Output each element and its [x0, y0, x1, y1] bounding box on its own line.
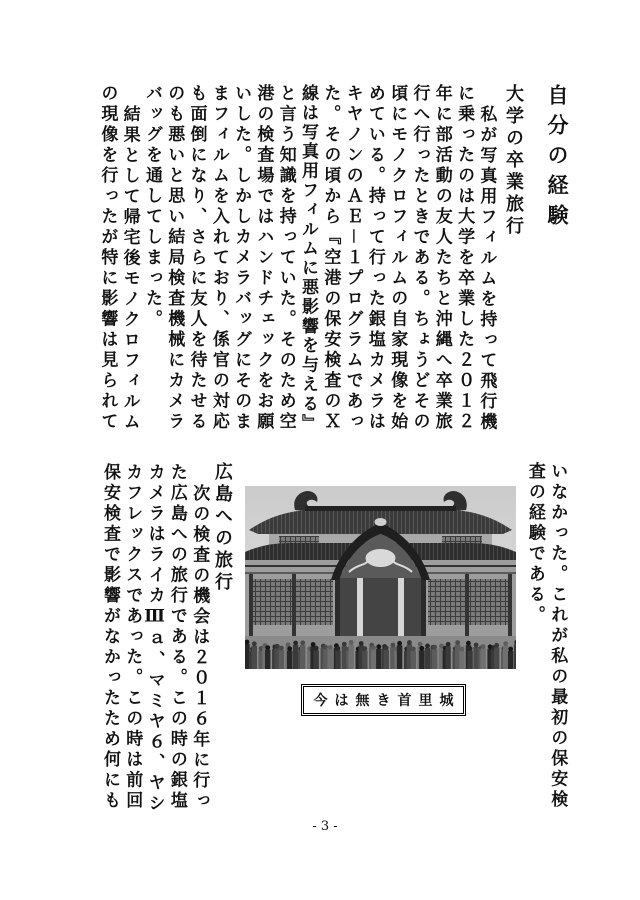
crowd-person-body — [459, 651, 464, 669]
photo-image — [245, 486, 516, 669]
text-column: いした。しかしカメラバッグにそのま — [231, 84, 252, 433]
upper-window — [279, 536, 319, 544]
crowd-person-head — [371, 645, 376, 650]
text-column: と言う知識を持っていた。そのため空 — [275, 84, 296, 433]
text-column: 港の検査場ではハンドチェックをお願 — [253, 84, 274, 433]
text-column: 頃にモノクロフィルムの自家現像を始 — [387, 84, 408, 433]
page-title: 自分の経験 — [545, 84, 569, 234]
crowd-person-head — [265, 645, 270, 650]
text-column: 年に部活動の友人たちと沖縄へ卒業旅 — [431, 84, 452, 433]
text-column: に乗ったのは大学を卒業した２０１２ — [454, 84, 475, 433]
crowd-person-head — [275, 644, 280, 649]
text-column: キヤノンのＡＥ－１プログラムであっ — [342, 84, 363, 433]
text-column: の現像を行ったが特に影響は見られて — [97, 84, 118, 433]
crowd-person-body — [411, 651, 416, 669]
pillar — [292, 574, 296, 638]
crowd-person-head — [455, 640, 460, 645]
crowd-person-head — [391, 643, 396, 648]
main-entrance — [340, 574, 421, 638]
text-column: カフレックスであった。この時は前回 — [122, 463, 143, 812]
crowd-person-head — [411, 647, 416, 652]
crowd-person-head — [466, 641, 471, 646]
text-column: カメラはライカⅢａ、マミヤ６、ヤシ — [144, 463, 165, 815]
crowd-person-body — [279, 650, 284, 669]
crowd-person-head — [359, 641, 364, 646]
section-2-body — [99, 463, 211, 823]
crowd-person-body — [252, 646, 257, 669]
pillar — [249, 574, 253, 638]
crowd-person-body — [467, 651, 472, 669]
crowd-person-head — [311, 642, 316, 647]
crowd-person-head — [508, 647, 513, 652]
crowd-person-body — [371, 650, 376, 669]
crowd-person-head — [494, 643, 499, 648]
crowd-person-head — [432, 645, 437, 650]
text-column: 私が写真用フィルムを持って飛行機 — [476, 104, 497, 433]
crowd-person-body — [335, 650, 340, 669]
crowd-person-body — [494, 647, 499, 669]
crowd-person-head — [384, 646, 389, 651]
crowd-person-body — [376, 649, 381, 669]
crowd-person-body — [314, 650, 319, 669]
pillar — [421, 574, 426, 638]
crowd-person-head — [397, 641, 402, 646]
upper-window — [442, 536, 482, 544]
crowd-person-body — [342, 646, 347, 669]
pillar — [465, 574, 469, 638]
crowd-person-body — [397, 645, 402, 669]
text-column: 次の検査の機会は２０１６年に行っ — [189, 483, 210, 812]
roof-ridge — [305, 506, 456, 511]
photo-caption: 今は無き首里城 — [301, 684, 466, 716]
crowd-person-head — [287, 646, 292, 651]
crowd-person-body — [384, 650, 389, 669]
crowd-person-head — [460, 647, 465, 652]
crowd-person-head — [468, 646, 473, 651]
crowd-person-head — [425, 644, 430, 649]
crowd-person-head — [407, 640, 412, 645]
crowd-person-head — [481, 644, 486, 649]
pillar — [335, 574, 340, 638]
crowd-person-head — [328, 645, 333, 650]
crowd-person-body — [480, 649, 485, 670]
text-column: 保安検査で影響がなかったため何にも — [100, 463, 120, 812]
crowd-person-head — [336, 646, 341, 651]
crowd-person-body — [425, 648, 430, 669]
text-column: 行へ行ったときである。ちょうどその — [409, 84, 430, 433]
text-column: バッグを通してしまった。 — [141, 84, 162, 330]
pillar — [508, 574, 512, 638]
text-column: のも悪いと思い結局検査機械にカメラ — [164, 84, 185, 433]
crowd-person-body — [323, 649, 328, 669]
crowd-person-head — [252, 641, 257, 646]
shuri-castle-photo — [245, 486, 516, 669]
crowd-person-head — [349, 640, 354, 645]
crowd-person-head — [474, 643, 479, 648]
crowd-person-head — [503, 641, 508, 646]
crowd-person-body — [432, 649, 437, 669]
crowd-person-head — [300, 640, 305, 645]
crowd-person-body — [348, 644, 353, 669]
crowd-person-body — [473, 647, 478, 669]
crowd-person-head — [362, 646, 367, 651]
crowd-person-body — [503, 646, 508, 669]
crowd-person-body — [445, 646, 450, 669]
text-column: 結果として帰宅後モノクロフィルム — [119, 104, 140, 433]
gable-top-ornament — [375, 518, 387, 526]
crowd-person-body — [265, 650, 270, 669]
crowd-person-body — [293, 645, 298, 669]
crowd-person-head — [419, 646, 424, 651]
crowd-person-head — [293, 641, 298, 646]
crowd-person-head — [446, 642, 451, 647]
crowd-person-body — [300, 645, 305, 669]
text-column: いなかった。これが私の最初の保安検 — [547, 462, 568, 811]
text-column: 線は写真用フィルムに悪影響を与える』 — [298, 84, 319, 434]
crowd-person-body — [508, 651, 513, 669]
crowd-person-head — [376, 644, 381, 649]
crowd-person-head — [314, 646, 319, 651]
section-1-body — [96, 84, 497, 456]
text-column: も面倒になり、さらに友人を待たせる — [186, 84, 207, 433]
crowd-person-body — [514, 644, 516, 669]
page-number: - 3 - — [312, 819, 338, 834]
dragon-pillar — [357, 576, 363, 636]
crowd-person-body — [362, 651, 367, 669]
crowd-person-body — [287, 651, 292, 669]
crowd-person-head — [418, 642, 423, 647]
crowd-person-body — [245, 644, 250, 669]
text-column: まフィルムを入れており、係官の対応 — [208, 84, 229, 433]
crowd-person-body — [419, 650, 424, 669]
text-column: た広島への旅行である。この時の銀塩 — [166, 463, 187, 812]
dragon-pillar — [398, 576, 404, 636]
crowd-person-body — [328, 649, 333, 669]
crowd-person-head — [279, 646, 284, 651]
text-column: めている。持って行った銀塩カメラは — [364, 84, 385, 433]
crowd-person-head — [323, 645, 328, 650]
text-column: 査の経験である。 — [524, 462, 545, 626]
section-1-body-continued — [524, 462, 569, 822]
gable-medallion — [366, 549, 396, 567]
crowd-person-head — [342, 642, 347, 647]
text-column: た。その頃から『空港の保安検査のＸ — [320, 84, 341, 433]
section-heading-graduation-trip: 大学の卒業旅行 — [503, 84, 524, 238]
section-heading-hiroshima-trip: 広島への旅行 — [212, 462, 233, 594]
crowd — [245, 636, 516, 669]
